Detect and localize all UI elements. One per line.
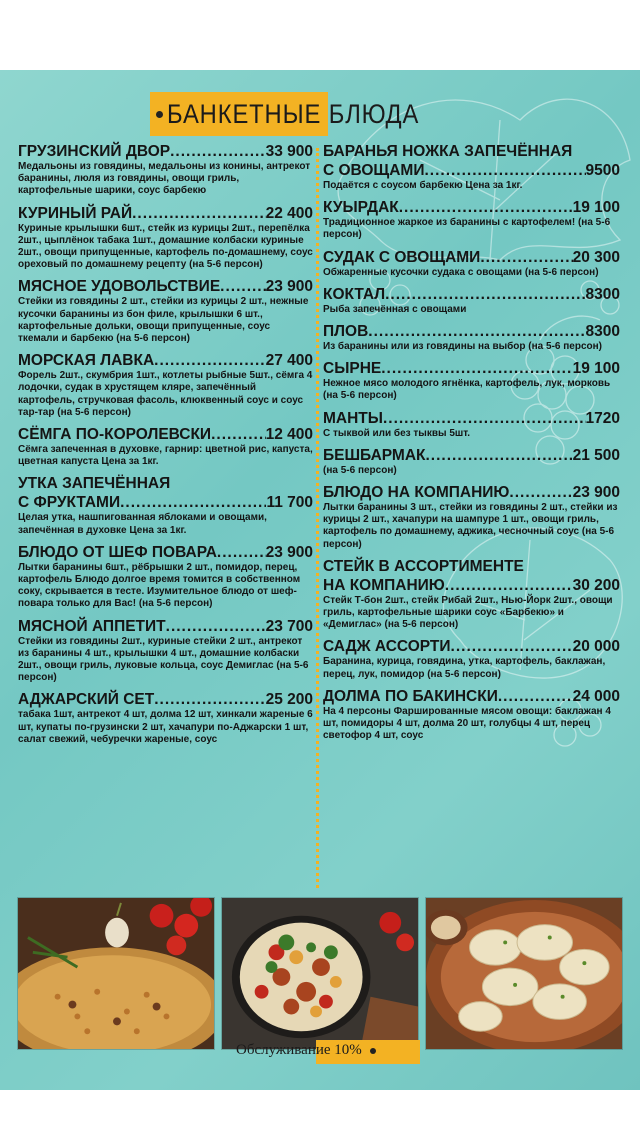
item-price: 23 900	[572, 484, 620, 502]
item-description: С тыквой или без тыквы 5шт.	[323, 427, 471, 439]
item-name: ДОЛМА ПО БАКИНСКИ	[323, 687, 498, 705]
item-name: ГРУЗИНСКИЙ ДВОР	[18, 143, 171, 160]
item-price: 25 200	[265, 691, 313, 709]
menu-item	[18, 142, 313, 198]
item-price: 27 400	[265, 352, 313, 370]
plov-photo	[17, 897, 215, 1050]
leader-dots	[170, 142, 265, 161]
item-name: СЁМГА ПО-КОРОЛЕВСКИ	[18, 426, 212, 444]
item-price: 8300	[585, 285, 620, 303]
item-price: 9500	[585, 162, 620, 179]
item-price: 23 900	[265, 278, 313, 296]
item-name: МЯСНОЕ УДОВОЛЬСТВИЕ	[18, 278, 221, 296]
item-description: Лытки баранины 3 шт., стейки из говядины 2 шт., стейки из курицы 2 шт., хачапури на шампуре 1 шт., овощи гриль, картофель по домашнему, аджика, чесночный соус (на 5-6 персон)	[323, 502, 618, 550]
menu-item	[323, 687, 620, 743]
item-price: 22 400	[265, 204, 313, 222]
leader-dots	[383, 409, 586, 428]
leader-dots	[154, 690, 265, 709]
item-description: На 4 персоны Фаршированные мясом овощи: баклажан 4 шт, помидоры 4 шт, долма 20 шт, голубцы 4 шт, перец светофор 4 шт, соус	[323, 705, 611, 742]
menu-item	[323, 557, 620, 632]
left-column	[18, 142, 313, 752]
menu-item	[18, 204, 313, 272]
right-column	[323, 142, 620, 748]
leader-dots	[399, 198, 573, 217]
menu-item	[323, 637, 620, 680]
leader-dots	[498, 687, 573, 706]
item-description: Стейки из говядины 2шт., куриные стейки 2 шт., антрекот из баранины 4 шт., крылышки 4 шт., домашние колбаски 2шт., овощи гриль, луковые кольца, соус Демиглас (на 5-6 персон)	[18, 635, 309, 684]
leader-dots	[166, 617, 266, 636]
bullet-dot-icon	[370, 1048, 376, 1054]
item-name: МЯСНОЙ АППЕТИТ	[18, 617, 166, 635]
item-name: НА КОМПАНИЮ	[323, 576, 445, 594]
item-description: табака 1шт, антрекот 4 шт, долма 12 шт, хинкали жареные 6 шт, купаты по-грузински 2 шт, хачапури по-Аджарски 1 шт, салат свежий, чебуречки жареные, соус	[18, 709, 313, 745]
item-name: СУДАК С ОВОЩАМИ	[323, 248, 481, 266]
item-price: 24 000	[572, 687, 620, 705]
item-name: КОКТАЛ	[323, 285, 386, 303]
item-name-line1: БАРАНЬЯ НОЖКА ЗАПЕЧЁННАЯ	[323, 143, 573, 160]
item-name: СЫРНЕ	[323, 360, 382, 378]
leader-dots	[154, 351, 265, 370]
item-price: 20 300	[572, 248, 620, 266]
item-price: 30 200	[572, 576, 620, 594]
item-name: БЕШБАРМАК	[323, 446, 426, 464]
leader-dots	[480, 248, 572, 267]
grilled-meat-photo	[221, 897, 419, 1050]
item-description: Традиционное жаркое из баранины с картофелем! (на 5-6 персон)	[323, 217, 611, 241]
item-description: Подаётся с соусом барбекю Цена за 1кг.	[323, 180, 523, 191]
item-price: 20 000	[572, 638, 620, 656]
item-description: Медальоны из говядины, медальоны из конины, антрекот баранины, люля из говядины, овощи гриль, картофельные шарики, соус барбекю	[18, 161, 311, 197]
item-description: Целая утка, нашпигованная яблоками и овощами, запечённая в духовке Цена за 1кг.	[18, 512, 267, 536]
leader-dots	[424, 161, 585, 180]
leader-dots	[445, 576, 573, 595]
menu-item	[323, 322, 620, 353]
item-description: Сёмга запеченная в духовке, гарнир: цветной рис, капуста, цветная капуста Цена за 1кг.	[18, 444, 313, 468]
menu-item	[18, 425, 313, 468]
menu-item	[323, 248, 620, 279]
column-divider	[316, 148, 319, 888]
page-title: БАНКЕТНЫЕ БЛЮДА	[167, 98, 420, 129]
menu-item	[323, 446, 620, 477]
item-description: Стейк Т-бон 2шт., стейк Рибай 2шт., Нью-Йорк 2шт., овощи гриль, картофельные шарики соус «Барбекю» и «Демиглас» (на 5-6 персон)	[323, 594, 613, 631]
item-description: Стейки из говядины 2 шт., стейки из курицы 2 шт., нежные кусочки баранины из бон филе, крылышки 6 шт., картофельные дольки, овощи припущенные, соус ткемали и барбекю (на 5-6 персон)	[18, 296, 309, 345]
leader-dots	[220, 277, 265, 296]
item-price: 19 100	[572, 360, 620, 378]
bullet-dot-icon	[156, 111, 163, 118]
leader-dots	[385, 285, 585, 304]
item-price: 12 400	[265, 426, 313, 444]
item-description: Форель 2шт., скумбрия 1шт., котлеты рыбные 5шт., сёмга 4 лодочки, судак в хрустящем кляре, запечённый картофель, стручковая фасоль, клюквенный соус и соус тар-тар (на 5-6 персон)	[18, 370, 313, 418]
menu-item	[323, 409, 620, 440]
menu-item	[18, 617, 313, 685]
menu-item	[18, 474, 313, 536]
leader-dots	[426, 446, 573, 465]
item-description: Обжаренные кусочки судака с овощами (на 5-6 персон)	[323, 266, 599, 278]
service-charge-text: Обслуживание 10%	[236, 1042, 362, 1058]
leader-dots	[217, 543, 266, 562]
item-name: АДЖАРСКИЙ СЕТ	[18, 691, 155, 709]
item-description: (на 5-6 персон)	[323, 464, 397, 476]
item-price: 8300	[585, 323, 620, 341]
leader-dots	[211, 425, 266, 444]
menu-item	[323, 142, 620, 192]
leader-dots	[451, 637, 573, 656]
menu-item	[323, 359, 620, 402]
item-description: Из баранины или из говядины на выбор (на 5-6 персон)	[323, 341, 602, 353]
menu-item	[323, 483, 620, 551]
item-description: Рыба запечённая с овощами	[323, 303, 467, 315]
item-description: Лытки баранины 6шт., рёбрышки 2 шт., помидор, перец, картофель Блюдо долгое время томится в собственном соку, скрывается в тесте. Изумительное блюдо от шеф-повара только для Вас! (на 5-6 персон)	[18, 561, 301, 610]
item-name: КУРИНЫЙ РАЙ	[18, 204, 133, 222]
item-name: С ФРУКТАМИ	[18, 494, 121, 512]
menu-item	[18, 351, 313, 419]
menu-item	[18, 690, 313, 746]
leader-dots	[132, 204, 265, 223]
menu-item	[18, 543, 313, 611]
item-price: 23 700	[265, 617, 313, 635]
item-name: БЛЮДО ОТ ШЕФ ПОВАРА	[18, 543, 217, 561]
menu-item	[18, 277, 313, 345]
leader-dots	[368, 322, 585, 341]
photo-strip	[17, 897, 623, 1050]
footer	[236, 1042, 376, 1059]
item-name: САДЖ АССОРТИ	[323, 638, 451, 656]
item-price: 23 900	[265, 543, 313, 561]
item-price: 1720	[585, 409, 620, 427]
item-name: МОРСКАЯ ЛАВКА	[18, 352, 155, 370]
title-block	[150, 92, 454, 136]
item-price: 33 900	[265, 143, 313, 160]
leader-dots	[120, 493, 266, 512]
item-price: 11 700	[266, 494, 313, 512]
item-name: КУЫРДАК	[323, 199, 399, 217]
item-price: 21 500	[572, 446, 620, 464]
item-price: 19 100	[572, 199, 620, 217]
item-name-line1: УТКА ЗАПЕЧЁННАЯ	[18, 475, 171, 493]
item-name: ПЛОВ	[323, 323, 369, 341]
item-name: БЛЮДО НА КОМПАНИЮ	[323, 484, 510, 502]
item-description: Куриные крылышки 6шт., стейк из курицы 2шт., перепёлка 2шт., цыплёнок табака 1шт., домашние колбаски куриные 2шт., овощи припущенные, картофель по-домашнему, соус ореховый по домашнему рецепту (на 5-6 персон)	[18, 222, 313, 271]
item-name-line1: СТЕЙК В АССОРТИМЕНТЕ	[323, 557, 524, 575]
menu-item	[323, 285, 620, 316]
dumplings-photo	[425, 897, 623, 1050]
menu-item	[323, 198, 620, 241]
leader-dots	[509, 483, 572, 502]
item-description: Баранина, курица, говядина, утка, картофель, баклажан, перец, лук, помидор (на 5-6 персон)	[323, 656, 606, 680]
item-name: С ОВОЩАМИ	[323, 162, 425, 179]
item-name: МАНТЫ	[323, 409, 383, 427]
menu-panel	[0, 70, 640, 1090]
leader-dots	[381, 359, 572, 378]
item-description: Нежное мясо молодого ягнёнка, картофель, лук, морковь (на 5-6 персон)	[323, 378, 611, 402]
